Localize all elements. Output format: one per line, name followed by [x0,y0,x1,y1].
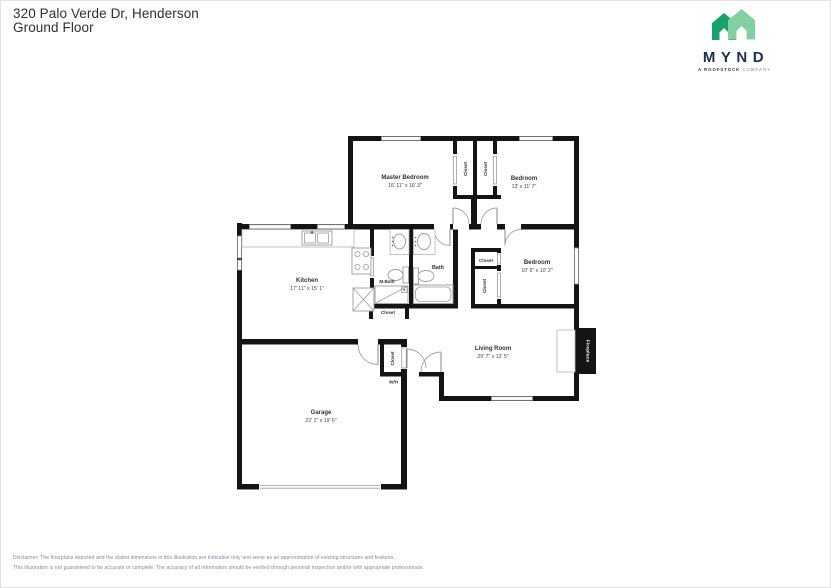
room-dims-master-bedroom: 16' 11" x 16' 3" [388,183,422,189]
closet-label-bedroom2: Closet [483,161,488,177]
disclaimer [13,554,424,573]
disclaimer-line-1: Disclaimer: The floorplans depicted and the stated dimensions in this illustration are indicative only and serve as an approximation of existing structures and features. [13,555,396,561]
closet-label-hall: Closet [380,310,396,315]
brand-name: MYND [702,49,770,66]
door-openings [259,154,521,490]
pantry-icon [353,288,374,311]
floorplan-svg [1,1,831,588]
walls [237,136,596,490]
water-heater-label: W/H [389,379,398,385]
tagline-muted: COMPANY [742,67,771,72]
kitchen-fixtures [242,230,374,312]
closet-label-master: Closet [463,161,468,177]
bath-toilet-icon [414,268,435,284]
disclaimer-line-2: This illustration is not guaranteed to be accurate or complete. The accuracy of all information should be verified through personal inspection and/or with appropriate professionals. [13,564,425,571]
floor-label: Ground Floor [13,20,94,35]
room-label-mbath: M.Bath [379,279,395,284]
room-label-kitchen: Kitchen [295,278,319,284]
closet-label-wh: Closet [390,351,395,366]
bath-sink-icon [414,230,436,255]
room-dims-kitchen: 17' 11" x 15' 1" [290,286,324,292]
room-label-master-bedroom: Master Bedroom [381,175,429,181]
room-label-living-room: Living Room [474,346,512,352]
mbath-fixtures [375,230,409,304]
room-label-bath: Bath [432,265,444,271]
room-label-garage: Garage [310,410,332,416]
room-label-bedroom-2: Bedroom [510,176,538,182]
bathtub-icon [414,285,454,304]
room-dims-bedroom-2: 13' x 11' 7" [511,184,537,190]
shower-icon [375,286,408,304]
fireplace-label: Fireplace [584,339,590,363]
tagline-bold: A ROOFSTOCK [698,67,741,72]
page-title: 320 Palo Verde Dr, Henderson [13,6,199,21]
closet-label-bedroom3-side: Closet [482,278,487,294]
kitchen-sink-icon [302,231,332,245]
fireplace-hearth [557,330,575,372]
mbath-sink-icon [390,230,409,255]
room-label-bedroom-3: Bedroom [523,260,551,266]
stove-icon [352,248,371,274]
room-dims-bedroom-3: 10' 6" x 10' 2" [521,268,553,274]
room-dims-living-room: 29' 7" x 12' 5" [477,354,509,360]
kitchen-counter [242,230,354,248]
room-dims-garage: 22' 1" x 19' 6" [305,418,337,424]
closet-label-bedroom3-top: Closet [478,258,494,263]
